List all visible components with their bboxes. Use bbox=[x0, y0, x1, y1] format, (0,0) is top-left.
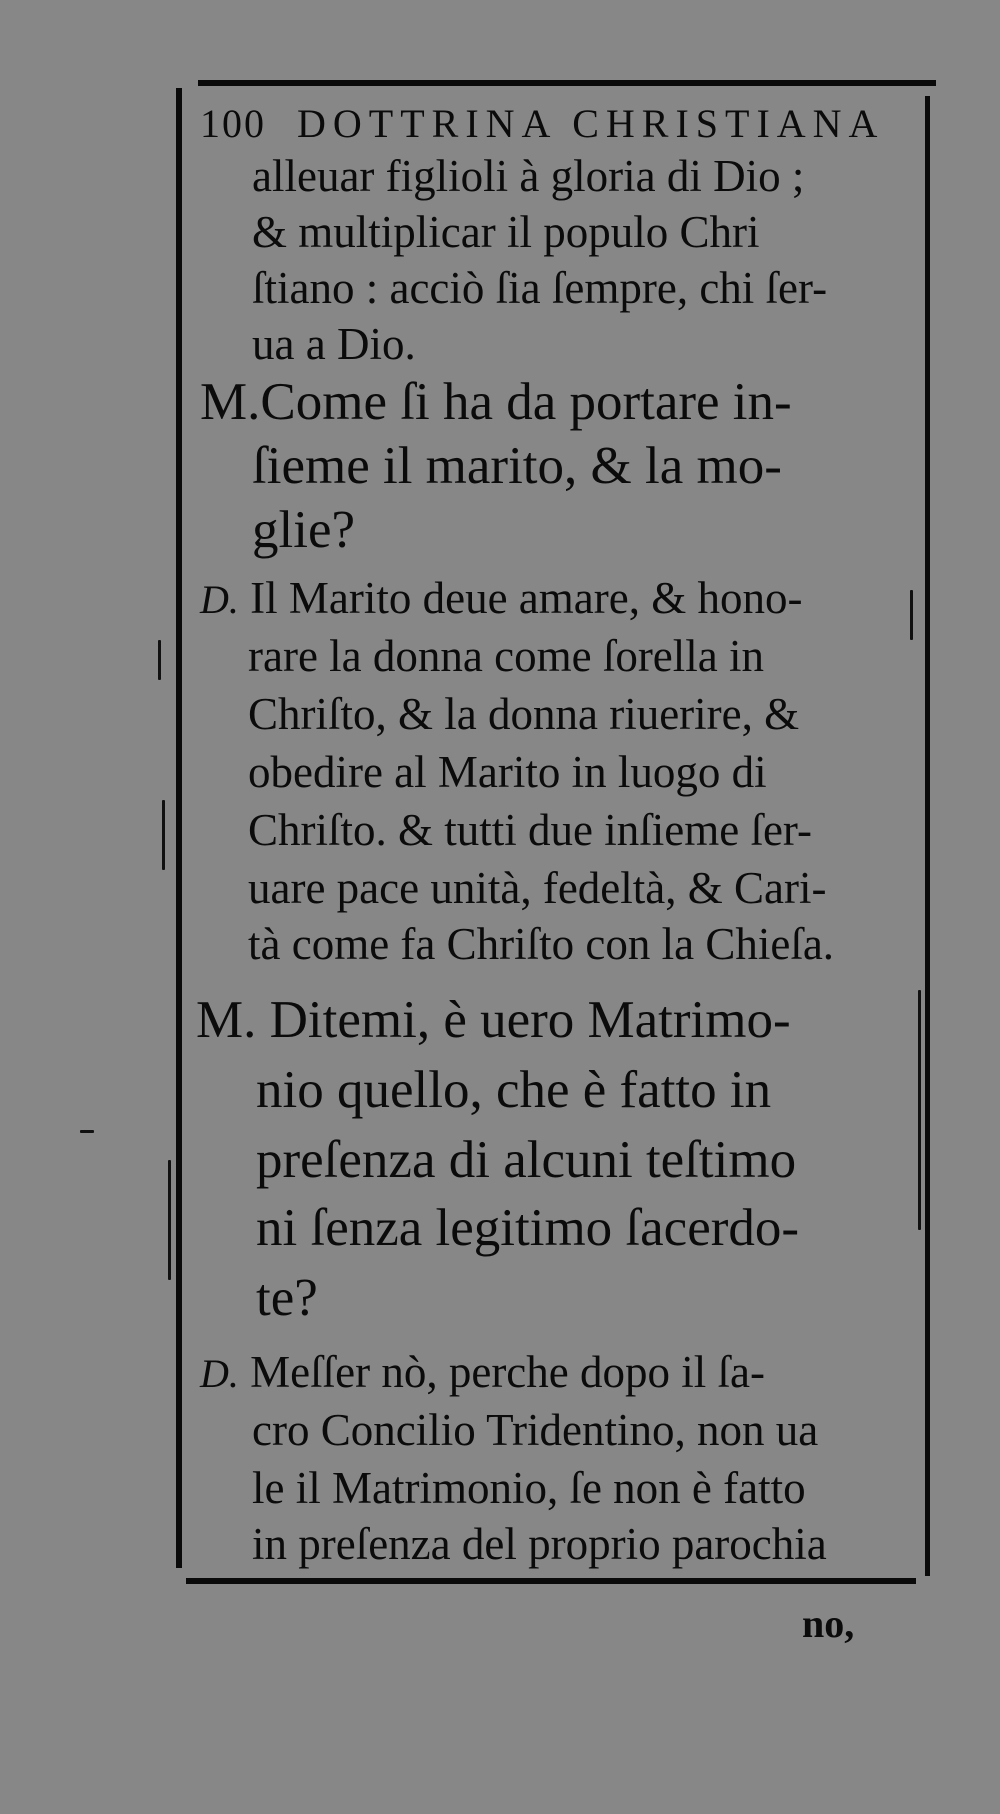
right-rule bbox=[925, 96, 930, 1576]
left-rule bbox=[176, 88, 182, 1568]
answer-line: cro Concilio Tridentino, non ua bbox=[252, 1405, 819, 1455]
answer-line: obedire al Marito in luogo di bbox=[248, 747, 767, 797]
question-line: M. Ditemi, è uero Matrimo- bbox=[196, 991, 791, 1049]
text-line: ſtiano : acciò ſia ſempre, chi ſer- bbox=[252, 263, 828, 313]
speaker-marker: M. bbox=[196, 991, 257, 1049]
scan-speck bbox=[918, 990, 921, 1230]
answer-line: D. Il Marito deue amare, & hono- bbox=[200, 573, 803, 623]
scan-speck bbox=[910, 590, 913, 640]
answer-line: le il Matrimonio, ſe non è fatto bbox=[252, 1463, 806, 1513]
answer-line: Chriſto. & tutti due inſieme ſer- bbox=[248, 805, 812, 855]
answer-line: tà come fa Chriſto con la Chieſa. bbox=[248, 919, 835, 969]
scan-speck bbox=[80, 1130, 94, 1133]
scan-speck bbox=[162, 800, 165, 870]
question-line: ſieme il marito, & la mo- bbox=[252, 437, 782, 495]
question-line: ni ſenza legitimo ſacerdo- bbox=[256, 1199, 800, 1257]
speaker-marker: D. bbox=[200, 1351, 239, 1396]
scan-speck bbox=[168, 1160, 171, 1280]
speaker-marker: D. bbox=[200, 577, 239, 622]
question-line: nio quello, che è fatto in bbox=[256, 1061, 772, 1119]
answer-line: rare la donna come ſorella in bbox=[248, 631, 765, 681]
answer-line: Chriſto, & la donna riuerire, & bbox=[248, 689, 800, 739]
page-number: 100 bbox=[200, 101, 266, 146]
page-header bbox=[200, 100, 884, 147]
question-line: preſenza di alcuni teſtimo bbox=[256, 1131, 797, 1189]
question-line: te? bbox=[256, 1269, 318, 1327]
text-line: & multiplicar il populo Chri bbox=[252, 207, 760, 257]
bottom-rule bbox=[186, 1578, 916, 1584]
answer-line: in preſenza del proprio parochia bbox=[252, 1519, 827, 1569]
answer-line: uare pace unità, fedeltà, & Cari- bbox=[248, 863, 827, 913]
text-line: alleuar figlioli à gloria di Dio ; bbox=[252, 151, 805, 201]
question-line: M.Come ſi ha da portare in- bbox=[200, 373, 792, 431]
answer-line: D. Meſſer nò, perche dopo il ſa- bbox=[200, 1347, 765, 1397]
catchword: no, bbox=[802, 1601, 855, 1646]
running-title: DOTTRINA CHRISTIANA bbox=[297, 101, 885, 146]
text-line: ua a Dio. bbox=[252, 319, 416, 369]
question-line: glie? bbox=[252, 501, 355, 559]
top-rule bbox=[198, 80, 936, 86]
scan-speck bbox=[158, 640, 161, 680]
speaker-marker: M. bbox=[200, 373, 261, 431]
